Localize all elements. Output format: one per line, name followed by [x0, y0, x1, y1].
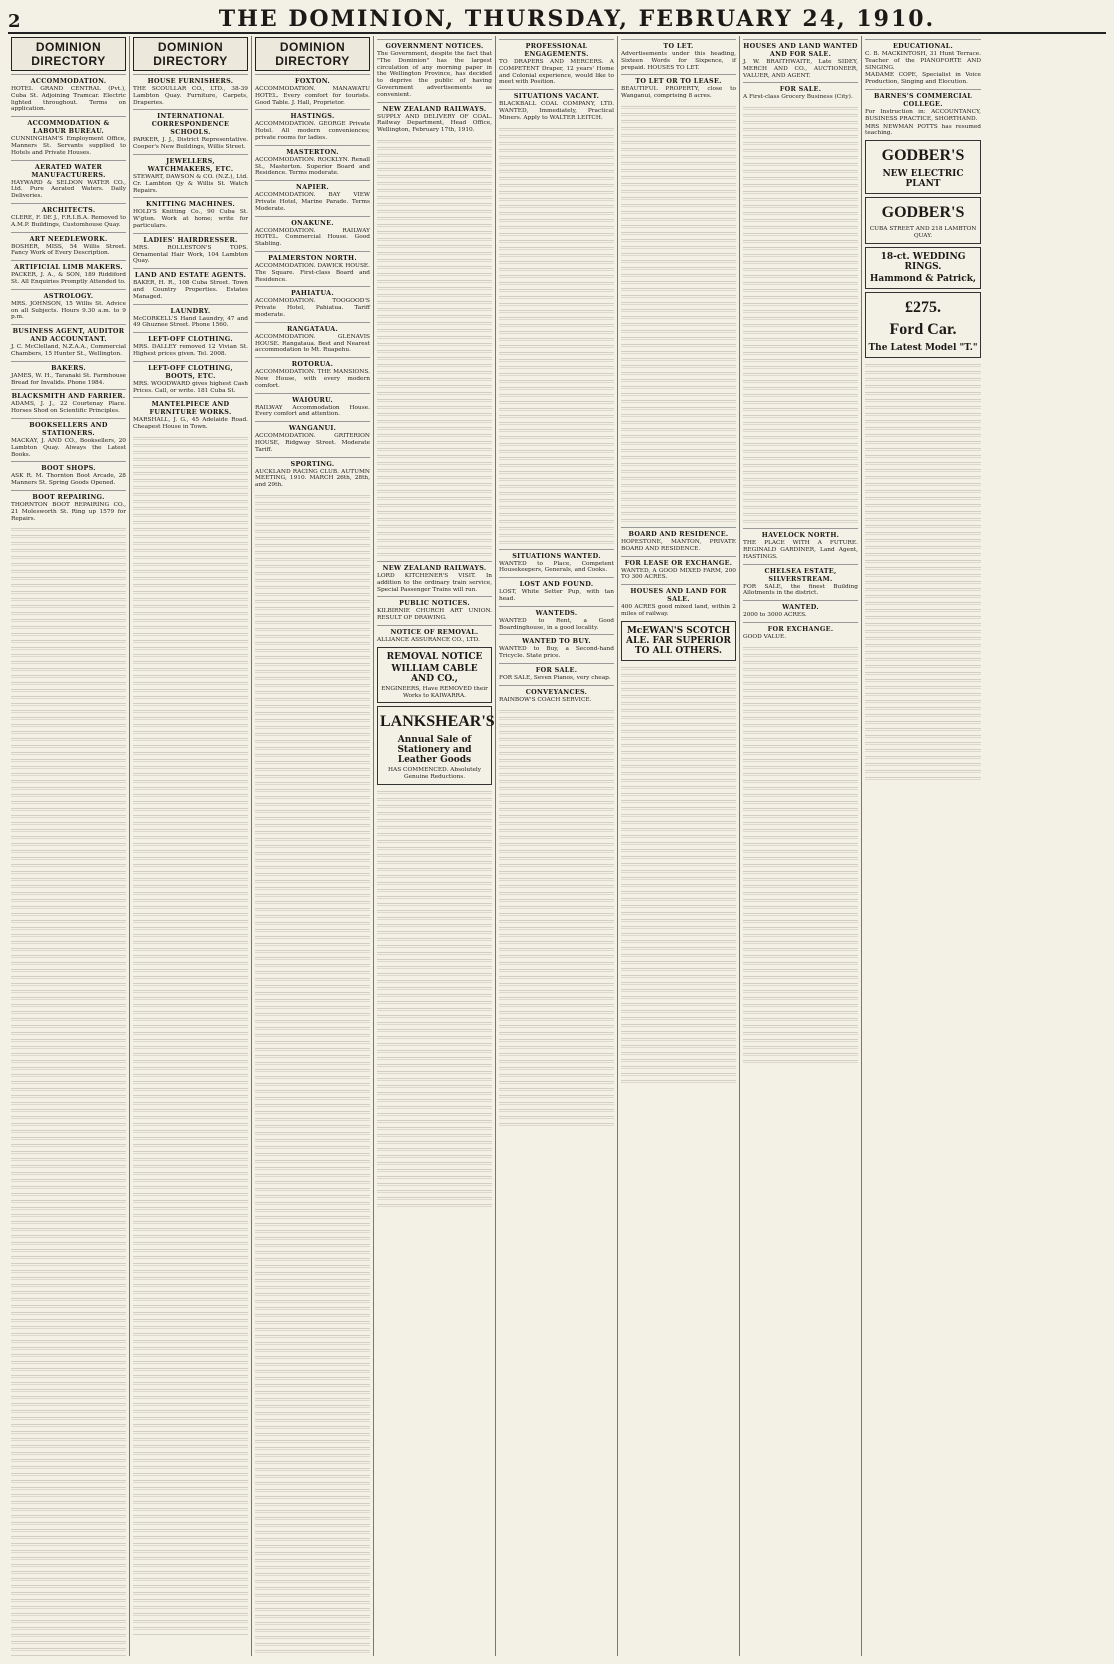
masthead: [8, 6, 1106, 34]
directory-section: BOOT SHOPS. ASK R. M. Thornton Boot Arcade, 28 Manners St. Spring Goods Opened.: [11, 461, 126, 487]
classified-section: WANTEDS. WANTED to Rent, a Good Boardinghouse, in a good locality.: [499, 606, 614, 632]
classified-section: MADAME COPE, Specialist in Voice Production, Singing and Elocution.: [865, 72, 981, 86]
column-6: [618, 36, 740, 1656]
directory-section: AERATED WATER MANUFACTURERS. HAYWARD & SELDON WATER CO., Ltd. Pure Aerated Waters. Daily Deliveries.: [11, 160, 126, 200]
classified-section: TO LET. Advertisements under this heading, Sixteen Words for Sixpence, if prepaid. HOUSES TO LET.: [621, 39, 736, 71]
directory-section: ONAKUNE. ACCOMMODATION. RAILWAY HOTEL. Commercial House. Good Stabling.: [255, 216, 370, 248]
classified-section: LOST AND FOUND. LOST, White Setter Pup, with tan head.: [499, 577, 614, 603]
firm-name: WILLIAM CABLE AND CO.,: [391, 663, 478, 684]
fine-print: [377, 138, 492, 558]
directory-section: ART NEEDLEWORK. BOSHER, MISS, 54 Willis Street. Fancy Work of Every Description.: [11, 232, 126, 258]
directory-section: ARCHITECTS. CLERE, F. DE J., F.R.I.B.A. Removed to A.M.P. Buildings, Customhouse Quay.: [11, 203, 126, 229]
directory-section: MANTELPIECE AND FURNITURE WORKS. MARSHALL, J. G., 45 Adelaide Road. Cheapest House in Town.: [133, 397, 248, 431]
column-4: [374, 36, 496, 1656]
directory-section: WAIOURU. RAILWAY Accommodation House. Every comfort and attention.: [255, 393, 370, 419]
car-subtitle: The Latest Model "T.": [868, 342, 978, 353]
directory-section: KNITTING MACHINES. HOLD'S Knitting Co., 90 Cuba St. W'gton. Work at home; write for particulars.: [133, 197, 248, 229]
directory-section: ASTROLOGY. MRS. JOHNSON, 15 Willis St. Advice on all Subjects. Hours 9.30 a.m. to 9 p.m.: [11, 289, 126, 321]
fine-print: [499, 126, 614, 546]
newspaper-title: THE DOMINION, THURSDAY, FEBRUARY 24, 1910.: [218, 6, 936, 32]
fine-print: [621, 665, 736, 1085]
column-3: [252, 36, 374, 1656]
classified-section: EDUCATIONAL. C. B. MACKINTOSH, 31 Hunt Terrace. Teacher of the PIANOFORTE AND SINGING.: [865, 39, 981, 71]
mcewan-ad: [621, 621, 736, 661]
fine-print: [743, 645, 858, 1065]
directory-section: ARTIFICIAL LIMB MAKERS. PACKER, J. A., & SON, 189 Riddiford St. All Enquiries Promptly Attended to.: [11, 260, 126, 286]
wedding-rings-ad: [865, 247, 981, 289]
classified-section: HOUSES AND LAND WANTED AND FOR SALE. J. W. BRAITHWAITE, Late SIDEY, MERCH AND CO., AUCTIONEER, VALUER, AND AGENT.: [743, 39, 858, 79]
classified-section: WANTED TO BUY. WANTED to Buy, a Second-hand Tricycle. State price.: [499, 634, 614, 660]
godber-address: CUBA STREET AND 218 LAMBTON QUAY.: [869, 226, 977, 239]
classified-section: FOR EXCHANGE. GOOD VALUE.: [743, 622, 858, 641]
column-8: [862, 36, 984, 1656]
lankshear-subtitle: Annual Sale of Stationery and Leather Goods: [397, 735, 472, 766]
directory-section: FOXTON. ACCOMMODATION. MANAWATU HOTEL. Every comfort for tourists. Good Table. J. Hall, Proprietor.: [255, 74, 370, 106]
directory-section: NAPIER. ACCOMMODATION. BAY VIEW Private Hotel, Marine Parade. Terms Moderate.: [255, 180, 370, 212]
notice-section: NEW ZEALAND RAILWAYS. SUPPLY AND DELIVERY OF COAL. Railway Department, Head Office, Wellington, February 17th, 1910.: [377, 102, 492, 134]
directory-section: SPORTING. AUCKLAND RACING CLUB. AUTUMN MEETING, 1910. MARCH 26th, 28th, and 29th.: [255, 457, 370, 489]
classified-section: FOR SALE. A First-class Grocery Business (City).: [743, 82, 858, 101]
directory-section: WANGANUI. ACCOMMODATION. GRITERION HOUSE, Ridgway Street. Moderate Tariff.: [255, 421, 370, 453]
directory-section: HOUSE FURNISHERS. THE SCOULLAR CO., LTD., 38-39 Lambton Quay. Furniture, Carpets, Draperies.: [133, 74, 248, 106]
fine-print: [865, 362, 981, 782]
directory-section: BLACKSMITH AND FARRIER. ADAMS, J. J., 22 Courtenay Place. Horses Shod on Scientific Principles.: [11, 389, 126, 415]
directory-section: ACCOMMODATION. HOTEL GRAND CENTRAL (Pvt.), Cuba St. Adjoining Tramcar. Electric lighted throughout. Terms on application.: [11, 74, 126, 113]
directory-section: LEFT-OFF CLOTHING, BOOTS, ETC. MRS. WOODWARD gives highest Cash Prices. Call, or write. 181 Cuba St.: [133, 361, 248, 395]
godber-title-2: GODBER'S: [881, 204, 965, 222]
fine-print: [621, 104, 736, 524]
godber-ad: [865, 140, 981, 194]
classified-section: CONVEYANCES. RAINBOW'S COACH SERVICE.: [499, 685, 614, 704]
column-7: [740, 36, 862, 1656]
classified-section: WANTED. 2000 to 3000 ACRES.: [743, 600, 858, 619]
classified-section: SITUATIONS WANTED. WANTED to Place, Competent Housekeepers, Generals, and Cooks.: [499, 549, 614, 575]
directory-section: ACCOMMODATION & LABOUR BUREAU. CUNNINGHAM'S Employment Office, Manners St. Servants supplied to Hotels and Private Houses.: [11, 116, 126, 156]
directory-section: PALMERSTON NORTH. ACCOMMODATION. DAWICK HOUSE. The Square. First-class Board and Residence.: [255, 251, 370, 283]
directory-section: ROTORUA. ACCOMMODATION. THE MANSIONS. New House, with every modern comfort.: [255, 357, 370, 389]
godber-ad-2: [865, 197, 981, 244]
rings-title: 18-ct. WEDDING RINGS.: [880, 251, 966, 272]
notice-section: PUBLIC NOTICES. KILBIRNIE CHURCH ART UNION. RESULT OF DRAWING.: [377, 596, 492, 622]
column-2: [130, 36, 252, 1656]
ford-car-ad: [865, 292, 981, 358]
classified-section: HOUSES AND LAND FOR SALE. 400 ACRES good mixed land, within 2 miles of railway.: [621, 584, 736, 618]
godber-subtitle: NEW ELECTRIC PLANT: [882, 169, 964, 190]
classified-section: BARNES'S COMMERCIAL COLLEGE. For Instruction in: ACCOUNTANCY, BUSINESS PRACTICE, SHORTHAND.: [865, 89, 981, 123]
classified-section: BOARD AND RESIDENCE. HOPESTONE, MANTON, PRIVATE BOARD AND RESIDENCE.: [621, 527, 736, 553]
directory-section: RANGATAUA. ACCOMMODATION. GLENAVIS HOUSE. Rangataua. Best and Nearest accommodation to Mt. Ruapehu.: [255, 322, 370, 354]
firm-subtext: ENGINEERS, Have REMOVED their Works to KAIWARRA.: [381, 685, 488, 699]
directory-section: MASTERTON. ACCOMMODATION. ROCKLYN. Renall St., Masterton. Superior Board and Residence. Terms moderate.: [255, 145, 370, 177]
fine-print: [255, 493, 370, 1656]
classified-section: FOR LEASE OR EXCHANGE. WANTED, A GOOD MIXED FARM, 200 TO 300 ACRES.: [621, 556, 736, 582]
lankshear-title: LANKSHEAR'S: [380, 713, 495, 731]
car-price: £275.: [905, 298, 941, 316]
classified-section: PROFESSIONAL ENGAGEMENTS. TO DRAPERS AND MERCERS. A COMPETENT Draper, 12 years' Home and Colonial experience, would like to meet with Position.: [499, 39, 614, 86]
page-number: 2: [8, 11, 21, 32]
directory-section: BOOT REPAIRING. THORNTON BOOT REPAIRING CO., 21 Molesworth St. Ring up 1579 for Repairs.: [11, 490, 126, 522]
removal-heading: REMOVAL NOTICE: [386, 651, 483, 662]
directory-section: INTERNATIONAL CORRESPONDENCE SCHOOLS. PARKER, J. J., District Representative. Cooper's New Buildings, Willis Street.: [133, 109, 248, 151]
fine-print: [133, 435, 248, 1635]
lankshear-ad: [377, 706, 495, 785]
directory-section: BUSINESS AGENT, AUDITOR AND ACCOUNTANT. J. C. McClelland, N.Z.A.A., Commercial Chambers, 15 Hunter St., Wellington.: [11, 324, 126, 358]
directory-section: HASTINGS. ACCOMMODATION. GEORGE Private Hotel. All modern conveniences; private rooms for ladies.: [255, 109, 370, 141]
rings-firm: Hammond & Patrick,: [869, 273, 977, 284]
mcewan-text: McEWAN'S SCOTCH ALE. FAR SUPERIOR TO ALL OTHERS.: [626, 625, 731, 656]
directory-section: LADIES' HAIRDRESSER. MRS. ROLLESTON'S TOPS. Ornamental Hair Work, 104 Lambton Quay.: [133, 233, 248, 265]
column-1: [8, 36, 130, 1656]
classified-section: CHELSEA ESTATE, SILVERSTREAM. FOR SALE, the finest Building Allotments in the district.: [743, 564, 858, 598]
classified-section: SITUATIONS VACANT. BLACKBALL COAL COMPANY, LTD. WANTED, Immediately, Practical Miners. Apply to WALTER LEITCH.: [499, 89, 614, 121]
notice-section: NOTICE OF REMOVAL. ALLIANCE ASSURANCE CO., LTD.: [377, 625, 492, 644]
removal-notice-ad: [377, 647, 492, 704]
classified-section: MRS NEWMAN POTTS has resumed teaching.: [865, 123, 981, 137]
directory-section: BAKERS. JAMES, W. H., Taranaki St. Farmhouse Bread for Invalids. Phone 1984.: [11, 361, 126, 387]
car-title: Ford Car.: [889, 320, 957, 338]
directory-section: JEWELLERS, WATCHMAKERS, ETC. STEWART, DAWSON & CO. (N.Z.), Ltd. Cr. Lambton Qy & Willis St. Watch Repairs.: [133, 154, 248, 194]
fine-print: [11, 526, 126, 1656]
directory-section: PAHIATUA. ACCOMMODATION. TOOGOOD'S Private Hotel, Pahiatua. Tariff moderate.: [255, 286, 370, 318]
directory-section: LAND AND ESTATE AGENTS. BAKER, H. R., 108 Cuba Street. Town and Country Properties. Estates Managed.: [133, 268, 248, 300]
classified-section: HAVELOCK NORTH. THE PLACE WITH A FUTURE. REGINALD GARDINER, Land Agent, HASTINGS.: [743, 528, 858, 560]
directory-header: DOMINION DIRECTORY: [11, 37, 126, 71]
directory-section: LEFT-OFF CLOTHING. MRS. DALLEY removed 12 Vivian St. Highest prices given. Tel. 2008.: [133, 332, 248, 358]
directory-header: DOMINION DIRECTORY: [133, 37, 248, 71]
fine-print: [499, 708, 614, 1128]
directory-section: LAUNDRY. McCORKELL'S Hand Laundry, 47 and 49 Ghuznee Street. Phone 1560.: [133, 304, 248, 330]
lankshear-note: HAS COMMENCED. Absolutely Genuine Reductions.: [387, 767, 482, 781]
classified-section: FOR SALE. FOR SALE, Seven Pianos, very cheap.: [499, 663, 614, 682]
directory-header: DOMINION DIRECTORY: [255, 37, 370, 71]
fine-print: [377, 789, 492, 1209]
directory-section: BOOKSELLERS AND STATIONERS. MACKAY, J. AND CO., Booksellers, 20 Lambton Quay. Always the Latest Books.: [11, 418, 126, 458]
notice-section: NEW ZEALAND RAILWAYS. LORD KITCHENER'S VISIT. In addition to the ordinary train service, Special Passenger Trains will run.: [377, 561, 492, 593]
notice-section: GOVERNMENT NOTICES. The Government, despite the fact that "The Dominion" has the largest circulation of any morning paper in the Wellington Province, has decided to deprive the public of having Government advertisements as convenient.: [377, 39, 492, 99]
newspaper-columns: [8, 36, 1106, 1656]
fine-print: [743, 105, 858, 525]
godber-title: GODBER'S: [881, 147, 965, 165]
column-5: [496, 36, 618, 1656]
classified-section: TO LET OR TO LEASE. BEAUTIFUL PROPERTY, close to Wanganui, comprising 8 acres.: [621, 74, 736, 100]
